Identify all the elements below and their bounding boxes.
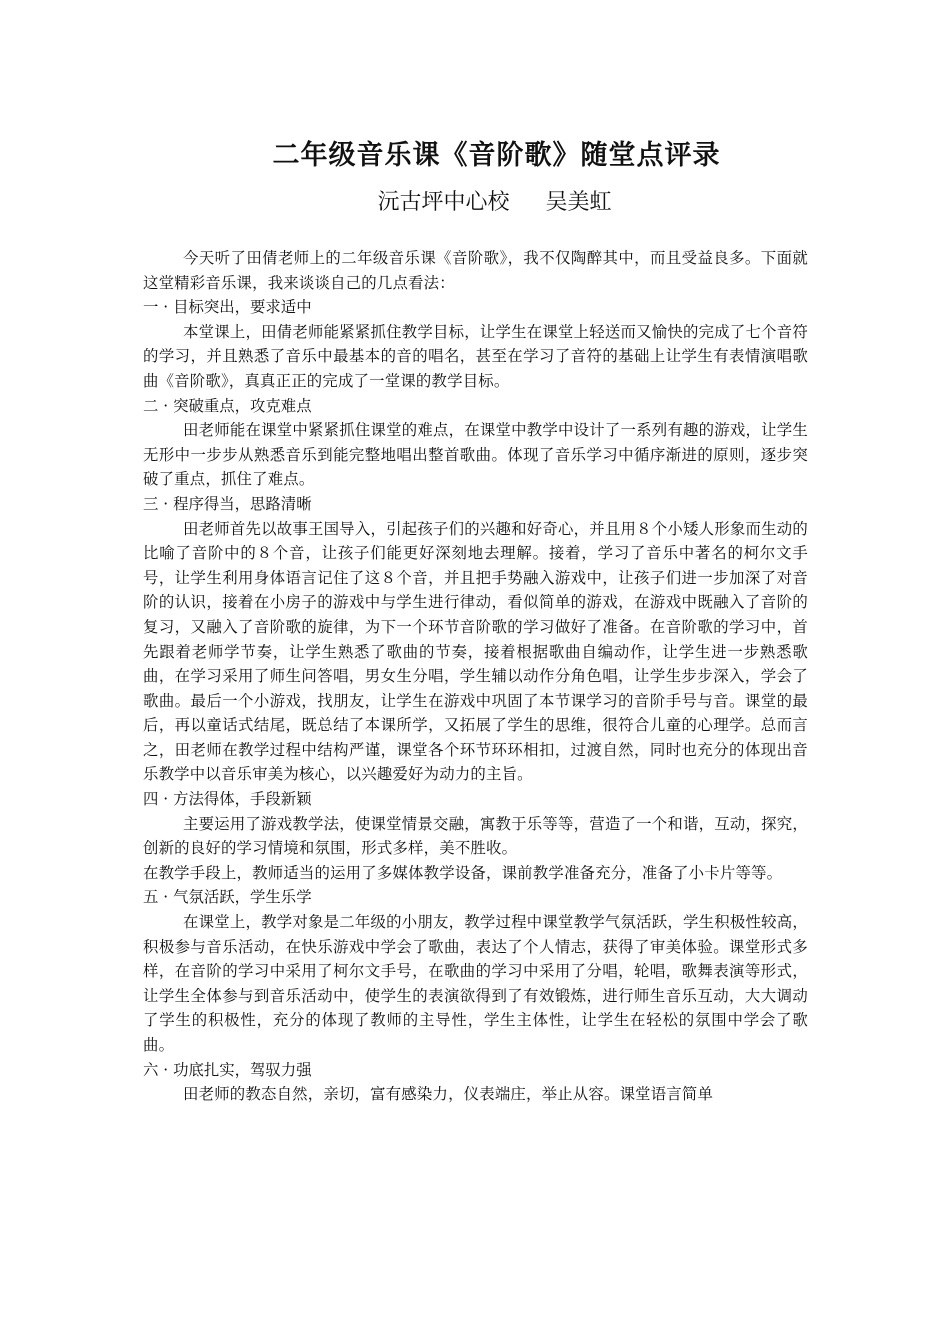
document-body (143, 246, 808, 1107)
school-name: 沅古坪中心校 (377, 190, 510, 215)
section-heading: 一 · 目标突出，要求适中 (143, 298, 312, 317)
section-paragraph: 在课堂上，教学对象是二年级的小朋友，教学过程中课堂教学气氛活跃，学生积极性较高，积极参与音乐活动，在快乐游戏中学会了歌曲，表达了个人情志，获得了审美体验。课堂形式多样，在音阶的学习中采用了柯尔文手号，在歌曲的学习中采用了分唱，轮唱，歌舞表演等形式，让学生全体参与到音乐活动中，使学生的表演欲得到了有效锻炼，进行师生音乐互动，大大调动了学生的积极性，充分的体现了教师的主导性，学生主体性，让学生在轻松的氛围中学会了歌曲。 (143, 913, 808, 1054)
author-line (143, 185, 808, 216)
section-heading: 六 · 功底扎实，驾驭力强 (143, 1060, 312, 1079)
section-heading: 二 · 突破重点，攻克难点 (143, 396, 312, 415)
section-paragraph: 田老师首先以故事王国导入，引起孩子们的兴趣和好奇心，并且用８个小矮人形象而生动的比喻了音阶中的８个音，让孩子们能更好深刻地去理解。接着，学习了音乐中著名的柯尔文手号，让学生利用身体语言记住了这８个音，并且把手势融入游戏中，让孩子们进一步加深了对音阶的认识，接着在小房子的游戏中与学生进行律动，看似简单的游戏，在游戏中既融入了音阶的复习，又融入了音阶歌的旋律，为下一个环节音阶歌的学习做好了准备。在音阶歌的学习中，首先跟着老师学节奏，让学生熟悉了歌曲的节奏，接着根据歌曲自编动作，让学生进一步熟悉歌曲，在学习采用了师生问答唱，男女生分唱，学生辅以动作分角色唱，让学生步步深入，学会了歌曲。最后一个小游戏，找朋友，让学生在游戏中巩固了本节课学习的音阶手号与音。课堂的最后，再以童话式结尾，既总结了本课所学，又拓展了学生的思维，很符合儿童的心理学。总而言之，田老师在教学过程中结构严谨，课堂各个环节环环相扣，过渡自然，同时也充分的体现出音乐教学中以音乐审美为核心，以兴趣爱好为动力的主旨。 (143, 519, 808, 784)
section-paragraph: 田老师的教态自然，亲切，富有感染力，仪表端庄，举止从容。课堂语言简单 (183, 1085, 714, 1104)
section-heading: 四 · 方法得体，手段新颖 (143, 790, 312, 809)
document-title: 二年级音乐课《音阶歌》随堂点评录 (272, 140, 721, 171)
section-paragraph: 本堂课上，田倩老师能紧紧抓住教学目标，让学生在课堂上轻送而又愉快的完成了七个音符的学习，并且熟悉了音乐中最基本的音的唱名，甚至在学习了音符的基础上让学生有表情演唱歌曲《音阶歌》，真真正正的完成了一堂课的教学目标。 (143, 322, 808, 390)
section-paragraph: 主要运用了游戏教学法，使课堂情景交融，寓教于乐等等，营造了一个和谐，互动，探究，创新的良好的学习情境和氛围，形式多样，美不胜收。 (143, 814, 808, 858)
section-heading: 三 · 程序得当，思路清晰 (143, 494, 312, 513)
author-name: 吴美虹 (545, 190, 612, 215)
intro-paragraph: 今天听了田倩老师上的二年级音乐课《音阶歌》，我不仅陶醉其中，而且受益良多。下面就这堂精彩音乐课，我来谈谈自己的几点看法： (143, 249, 808, 292)
section-paragraph-noindent: 在教学手段上，教师适当的运用了多媒体教学设备，课前教学准备充分，准备了小卡片等等。 (143, 863, 783, 882)
section-heading: 五 · 气氛活跃，学生乐学 (143, 888, 312, 907)
section-paragraph: 田老师能在课堂中紧紧抓住课堂的难点，在课堂中教学中设计了一系列有趣的游戏，让学生无形中一步步从熟悉音乐到能完整地唱出整首歌曲。体现了音乐学习中循序渐进的原则，逐步突破了重点，抓住了难点。 (143, 421, 808, 489)
